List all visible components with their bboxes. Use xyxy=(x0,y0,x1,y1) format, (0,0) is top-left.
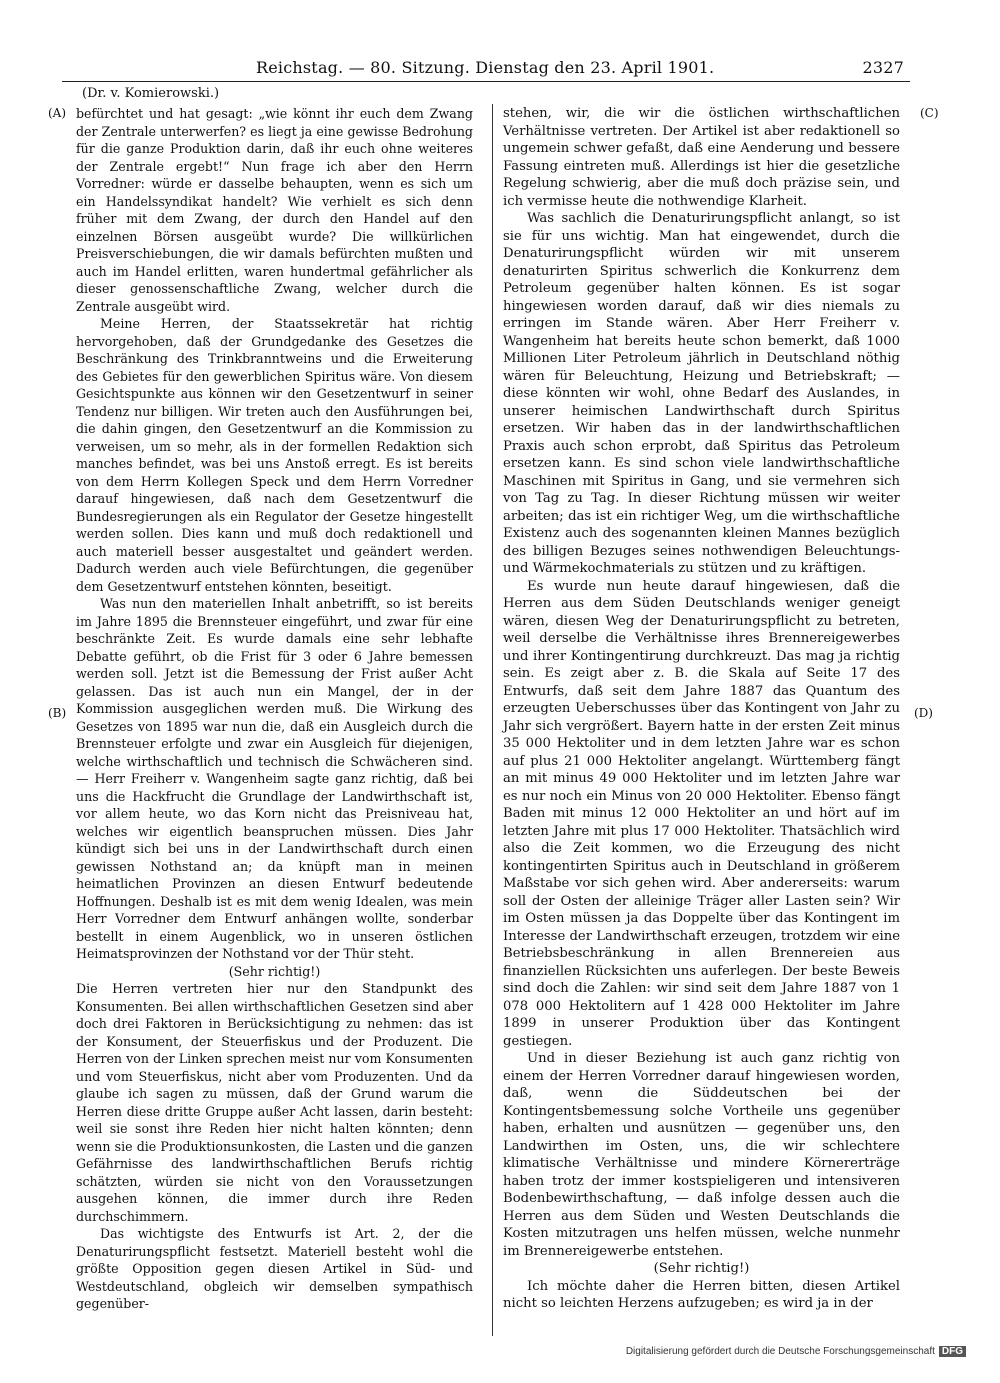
margin-marker-c: (C) xyxy=(920,106,939,120)
paragraph: Das wichtigste des Entwurfs ist Art. 2, der die Denaturirungspflicht festsetzt. Materiell besteht wohl die größte Opposition gegen diesen Artikel in Süd- und Westdeutschland, obgleich wir demselben sympathisch gegenüber- xyxy=(76,1226,473,1311)
right-column xyxy=(503,105,900,1337)
margin-marker-b: (B) xyxy=(48,706,67,720)
paragraph: Meine Herren, der Staatssekretär hat richtig hervorgehoben, daß der Grundgedanke des Gesetzes die Beschränkung des Trinkbranntweins und die Erweiterung des Gebietes für den gewerblichen Spiritus wäre. Von diesem Gesichtspunkte aus können wir den Gesetzentwurf in seiner Tendenz nur billigen. Wir treten auch den Ausführungen bei, die dahin gingen, den Gesetzentwurf an die Kommission zu verweisen, um so mehr, als in der formellen Redaktion sich manches befindet, was bei uns Anstoß erregt. Es ist bereits von dem Herrn Kollegen Speck und dem Herrn Vorredner darauf hingewiesen, daß nach dem Gesetzentwurf die Bundesregierungen als ein Regulator der Gesetze hingestellt werden sollen. Dies kann und muß doch redaktionell und auch materiell besser ausgestaltet und geändert werden. Dadurch werden auch viele Befürchtungen, die gegenüber dem Gesetzentwurf entstehen könnten, beseitigt. xyxy=(76,316,473,594)
footer-credit xyxy=(626,1346,966,1357)
column-divider xyxy=(492,104,493,1336)
speaker-label: (Dr. v. Komierowski.) xyxy=(82,86,220,101)
margin-marker-a: (A) xyxy=(48,106,67,120)
interjection: (Sehr richtig!) xyxy=(653,1261,750,1276)
running-header xyxy=(76,58,904,80)
header-title: Reichstag. — 80. Sitzung. Dienstag den 23. April 1901. xyxy=(256,58,715,77)
left-column xyxy=(76,105,473,1337)
paragraph: Was nun den materiellen Inhalt anbetrifft, so ist bereits im Jahre 1895 die Brennsteuer eingeführt, und zwar für eine beschränkte Zeit. Es wurde damals eine sehr lebhafte Debatte geführt, ob die Frist für 3 oder 6 Jahre bemessen werden soll. Jetzt ist die Bemessung der Frist außer Acht gelassen. Das ist auch nun ein Mangel, der in der Kommission ausgeglichen werden muß. Die Wirkung des Gesetzes von 1895 war nun die, daß ein Ausgleich durch die Brennsteuer erfolgte und zwar ein Ausgleich für diejenigen, welche wirthschaftlich und technisch die Schwächeren sind. — Herr Freiherr v. Wangenheim sagte ganz richtig, daß bei uns die Hackfrucht die Grundlage der Landwirthschaft ist, vor allem heute, wo das Korn nicht das Preisniveau hat, welches wir eigentlich beanspruchen müssen. Dies Jahr kündigt sich bei uns in der Landwirthschaft durch einen gewissen Nothstand an; da knüpft man in meinen heimatlichen Provinzen an diesen Entwurf bedeutende Hoffnungen. Deshalb ist es mit dem wenig Idealen, was mein Herr Vorredner dem Entwurf anhängen wollte, sonderbar bestellt in einem Augenblick, wo in unseren östlichen Heimatsprovinzen der Nothstand vor der Thür steht. xyxy=(76,596,473,961)
paragraph: befürchtet und hat gesagt: „wie könnt ihr euch dem Zwang der Zentrale unterwerfen? es liegt ja eine gewisse Bedrohung für die ganze Produktion darin, daß ihr euch ohne weiteres der Zentrale ergebt!“ Nun frage ich aber den Herrn Vorredner: würde er dasselbe behaupten, wenn es sich um ein Handelssyndikat handelt? Wie verhielt es sich denn früher mit dem Zwang, der durch den Handel auf den einzelnen Börsen ausgeübt wurde? Die willkürlichen Preisverschiebungen, die wir damals befürchten mußten und auch im Handel erlitten, waren hundertmal gefährlicher als dieser genossenschaftliche Zwang, welcher durch die Zentrale ausgeübt wird. xyxy=(76,106,473,314)
dfg-logo: DFG xyxy=(939,1346,966,1357)
paragraph: Ich möchte daher die Herren bitten, diesen Artikel nicht so leichten Herzens aufzugeben; es wird ja in der xyxy=(503,1278,900,1311)
paragraph: Es wurde nun heute darauf hingewiesen, daß die Herren aus dem Süden Deutschlands weniger geneigt wären, diesen Weg der Denaturirungspflicht zu betreten, weil derselbe die Verhältnisse ihres Brennereigewerbes und ihrer Kontingentirung durchkreuzt. Das mag ja richtig sein. Es zeigt aber z. B. die Skala auf Seite 17 des Entwurfs, daß seit dem Jahre 1887 das Quantum des erzeugten Ueberschusses über das Kontingent von Jahr zu Jahr sich vergrößert. Bayern hatte in der ersten Zeit minus 35 000 Hektoliter und in dem letzten Jahre war es schon auf plus 21 000 Hektoliter angelangt. Württemberg fängt an mit minus 49 000 Hektoliter und im letzten Jahre war es nur noch ein Minus von 20 000 Hektoliter. Ebenso fängt Baden mit minus 12 000 Hektoliter an und hört auf im letzten Jahre mit plus 17 000 Hektoliter. Thatsächlich wird also die Zeit kommen, wo die Erzeugung des nicht kontingentirten Spiritus auch in Deutschland in größerem Maßstabe vor sich gehen wird. Aber andererseits: warum soll der Osten der alleinige Träger aller Lasten sein? Wir im Osten müssen ja das Doppelte über das Kontingent im Interesse der Landwirthschaft erzeugen, trotzdem wir eine Betriebsbeschränkung in allen Brennereien aus finanziellen Rücksichten uns auferlegen. Der beste Beweis sind doch die Zahlen: wir sind seit dem Jahre 1887 von 1 078 000 Hektolitern auf 1 428 000 Hektoliter im Jahre 1899 in unserer Produktion über das Kontingent gestiegen. xyxy=(503,578,900,1049)
footer-text: Digitalisierung gefördert durch die Deutsche Forschungsgemeinschaft xyxy=(625,1346,935,1357)
page-number: 2327 xyxy=(862,58,904,77)
paragraph: stehen, wir, die wir die östlichen wirthschaftlichen Verhältnisse vertreten. Der Artikel ist aber redaktionell so ungemein schwer gefaßt, daß eine Aenderung und bessere Fassung eintreten muß. Allerdings ist hier die gesetzliche Regelung schwierig, aber die muß doch präzise sein, und ich vermisse heute die nothwendige Klarheit. xyxy=(503,106,900,209)
margin-marker-d: (D) xyxy=(914,706,933,720)
header-rule xyxy=(62,81,910,82)
paragraph: Die Herren vertreten hier nur den Standpunkt des Konsumenten. Bei allen wirthschaftlichen Gesetzen sind aber doch drei Faktoren in Berücksichtigung zu nehmen: das ist der Konsument, der Steuerfiskus und der Produzent. Die Herren von der Linken sprechen meist nur vom Konsumenten und vom Steuerfiskus, nicht aber vom Produzenten. Und da glaube ich sagen zu müssen, daß der Grund warum die Herren diese dritte Gruppe außer Acht lassen, darin besteht: weil sie sonst ihre Reden hier nicht halten könnten; denn wenn sie die Produktionsunkosten, die Lasten und die ganzen Gefährnisse des landwirthschaftlichen Berufs richtig schätzten, würden sie nicht von den Voraussetzungen ausgehen können, die immer durch ihre Reden durchschimmern. xyxy=(76,981,473,1224)
paragraph: Und in dieser Beziehung ist auch ganz richtig von einem der Herren Vorredner darauf hingewiesen worden, daß, wenn die Süddeutschen bei der Kontingentsbemessung solche Vortheile uns gegenüber haben, erhalten und ausnützen — gegenüber uns, den Landwirthen im Osten, uns, die wir schlechtere klimatische Verhältnisse und mindere Körnererträge haben trotz der immer kostspieligeren und intensiveren Bodenbewirthschaftung, — daß infolge dessen auch die Herren aus dem Süden und Westen Deutschlands die Kosten mitzutragen uns helfen müssen, welche nunmehr im Brennereigewerbe entstehen. xyxy=(503,1051,900,1259)
interjection: (Sehr richtig!) xyxy=(228,963,321,979)
paragraph: Was sachlich die Denaturirungspflicht anlangt, so ist sie für uns wichtig. Man hat eingewendet, durch die Denaturirungspflicht würden wir mit unserem denaturirten Spiritus schwerlich die Konkurrenz dem Petroleum gegenüber halten können. Es ist sogar hingewiesen worden darauf, daß wir dies niemals zu erringen im Stande wären. Aber Herr Freiherr v. Wangenheim hat bereits heute schon bemerkt, daß 1000 Millionen Liter Petroleum jährlich in Deutschland nöthig wären für Beleuchtung, Heizung und Betriebskraft; — diese könnten wir wohl, ohne Bedarf des Auslandes, in unserer heimischen Landwirthschaft durch Spiritus ersetzen. Wir haben das in der landwirthschaftlichen Praxis auch schon erprobt, daß Spiritus das Petroleum ersetzen kann. Es sind schon viele landwirthschaftliche Maschinen mit Spiritus in Gang, und sie vermehren sich von Tag zu Tag. In dieser Richtung müssen wir weiter arbeiten; das ist ein richtiger Weg, um die wirthschaftliche Existenz auch des sogenannten kleinen Mannes bezüglich des billigen Bezuges seines nothwendigen Beleuchtungs- und Wärmekochmaterials zu stützen und zu kräftigen. xyxy=(503,211,900,576)
